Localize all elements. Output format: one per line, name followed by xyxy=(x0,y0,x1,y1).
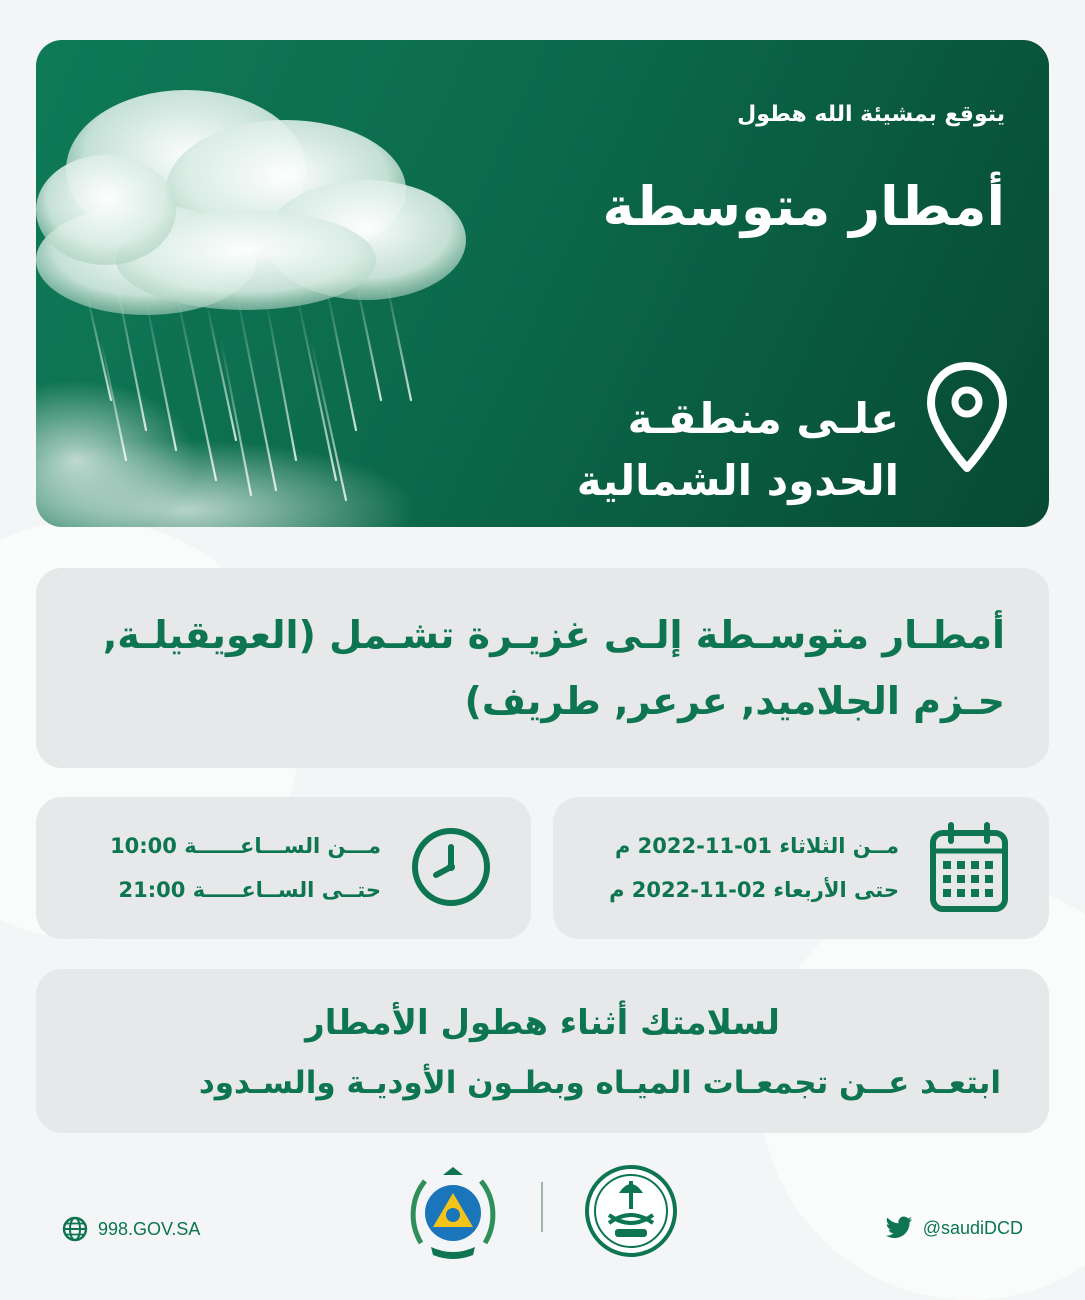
clock-icon xyxy=(409,825,493,909)
website-link[interactable] xyxy=(62,1216,200,1242)
date-card xyxy=(553,797,1049,939)
affected-areas-card xyxy=(36,568,1049,768)
date-to: حتى الأربعاء 02-11-2022 م xyxy=(609,878,899,902)
time-to: حتــى الســاعـــــة 21:00 xyxy=(118,878,381,902)
safety-card xyxy=(36,969,1049,1133)
time-from: مـــن الســـاعــــــة 10:00 xyxy=(110,834,381,858)
website-text: 998.GOV.SA xyxy=(98,1218,201,1239)
globe-icon xyxy=(62,1216,88,1242)
region-line-1: علـى منطقـة xyxy=(627,394,899,443)
calendar-icon xyxy=(929,821,1009,913)
hero-banner xyxy=(36,40,1049,527)
twitter-handle: @saudiDCD xyxy=(922,1217,1023,1238)
hero-title: أمطار متوسطة xyxy=(602,175,1005,238)
affected-areas-text xyxy=(103,602,1005,734)
ministry-logo xyxy=(583,1163,679,1259)
twitter-icon xyxy=(885,1216,913,1240)
safety-advice: ابتعـد عــن تجمعـات الميـاه وبطـون الأوديـة والسـدود xyxy=(198,1065,1001,1101)
region-line-2: الحدود الشمالية xyxy=(576,456,899,505)
areas-line-1: أمطـار متوسـطة إلـى غزيـرة تشـمل (العويقيلـة, xyxy=(102,613,1005,657)
hero-subtitle: يتوقع بمشيئة الله هطول xyxy=(737,102,1005,127)
date-from: مــن الثلاثاء 01-11-2022 م xyxy=(614,834,899,858)
time-card xyxy=(36,797,531,939)
safety-title: لسلامتك أثناء هطول الأمطار xyxy=(305,1003,780,1043)
footer-divider xyxy=(541,1182,543,1232)
location-pin-icon xyxy=(927,358,1007,498)
hero-region xyxy=(577,388,899,512)
civil-defense-logo xyxy=(403,1163,503,1263)
time-range xyxy=(110,824,381,912)
rain-cloud-illustration xyxy=(36,40,506,527)
twitter-link[interactable] xyxy=(885,1216,1023,1240)
date-range xyxy=(609,824,899,912)
areas-line-2: حـزم الجلاميد, عرعر, طريف) xyxy=(464,679,1005,723)
